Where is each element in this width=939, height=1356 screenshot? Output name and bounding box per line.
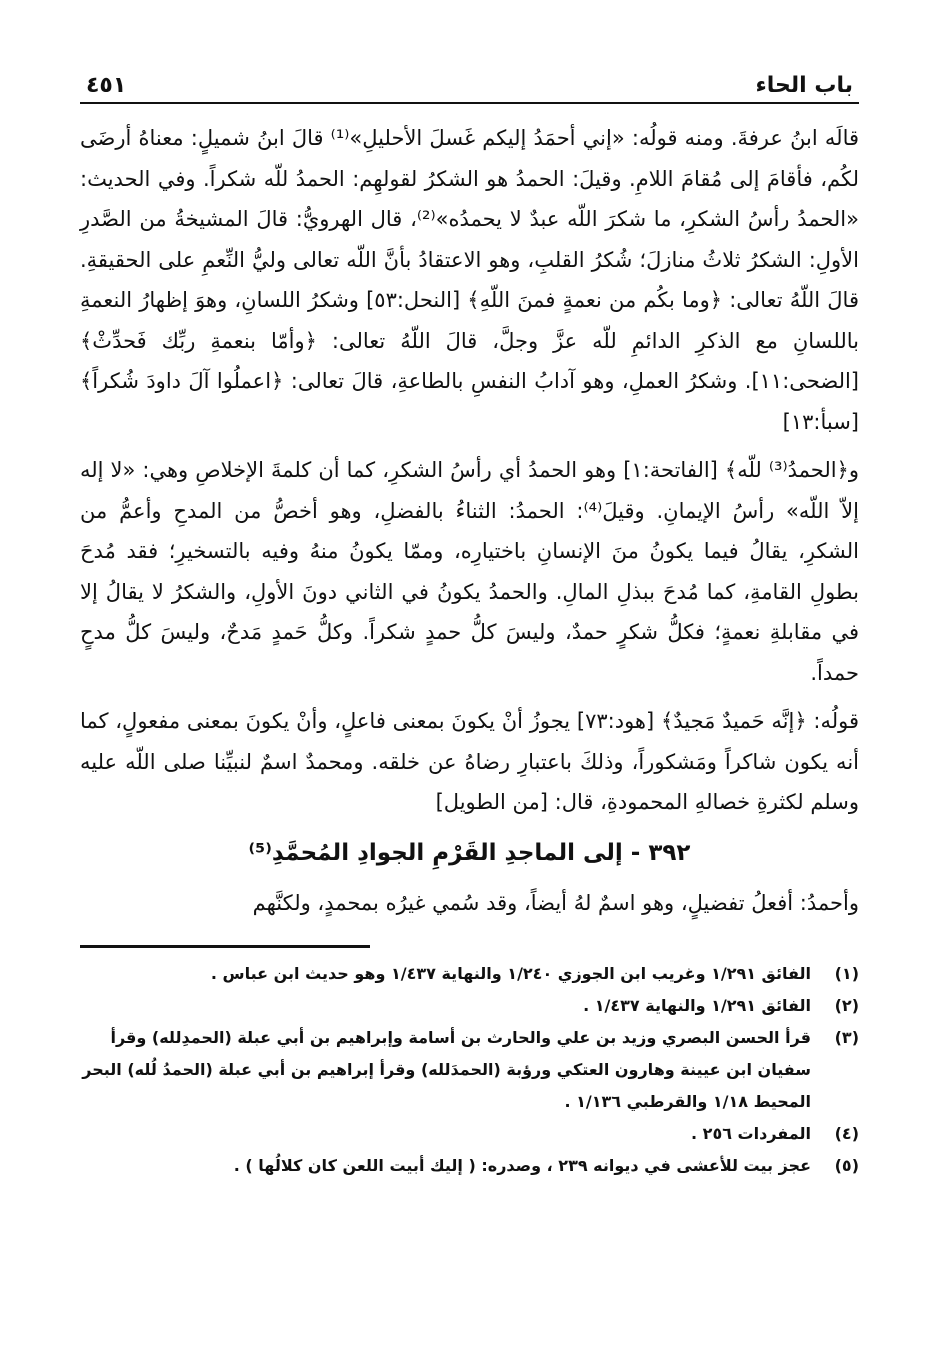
footnote-number: (١): [834, 964, 859, 983]
footnote: [80, 958, 859, 990]
footnote-text: عجز بيت للأعشى في ديوانه ٢٣٩ ، وصدره: ( إليك أبيت اللعن كان كلالُها ) .: [233, 1156, 811, 1175]
page-number: ٤٥١: [86, 73, 127, 98]
paragraph: و﴿الحمدُ⁽³⁾ للّه﴾ [الفاتحة:١] وهو الحمدُ أي رأسُ الشكرِ، كما أن كلمةَ الإخلاصِ وهي: «لا إله إلاّ اللّه» رأسُ الإيمانِ. وقيلَ⁽⁴⁾: الحمدُ: الثناءُ بالفضلِ، وهو أخصُّ من المدحِ وأعمُّ من الشكرِ، يقالُ فيما يكونُ منَ الإنسانِ باختيارِه، وممّا يكونُ منهُ وفيه بالتسخيرِ؛ فقد مُدحَ بطولِ القامةِ، كما مُدحَ ببذلِ المالِ. والحمدُ يكونُ في الثاني دونَ الأولِ، والشكرُ لا يقالُ إلا في مقابلةِ نعمةٍ؛ فكلُّ شكرٍ حمدٌ، وليسَ كلُّ حمدٍ شكراً. وكلُّ حَمدٍ مَدحٌ، وليسَ كلُّ مدحٍ حمداً.: [80, 458, 859, 685]
footnote-text: الفائق ١/٢٩١ وغريب ابن الجوزي ١/٢٤٠ والنهاية ١/٤٣٧ وهو حديث ابن عباس .: [210, 964, 811, 983]
footnote: [80, 990, 859, 1022]
footnote: [80, 1118, 859, 1150]
footnote: [80, 1022, 859, 1118]
footnote: [80, 1150, 859, 1182]
footnote-text: الفائق ١/٢٩١ والنهاية ١/٤٣٧ .: [583, 996, 811, 1015]
paragraph: وأحمدُ: أفعلُ تفضيلٍ، وهو اسمٌ لهُ أيضاً، وقد سُمي غيرُه بمحمدٍ، ولكنَّهم: [252, 890, 859, 915]
footnote-separator-wrap: [80, 945, 859, 948]
footnote-number: (٥): [834, 1156, 859, 1175]
footnote-number: (٤): [834, 1124, 859, 1143]
footnote-number: (٢): [834, 996, 859, 1015]
footnotes: [80, 958, 859, 1182]
footnote-separator: [80, 945, 370, 948]
main-text: [80, 118, 859, 923]
chapter-title: باب الحاء: [755, 73, 853, 98]
page-header: [80, 58, 859, 104]
footnote-text: قرأ الحسن البصري وزيد بن علي والحارث بن أسامة وإبراهيم بن أبي عبلة (الحمدِلله) وقرأ سفيان ابن عيينة وهارون العتكي ورؤبة (الحمدَلله) وقرأ إبراهيم بن أبي عبلة (الحمدُ لُله) البحر المحيط ١/١٨ والقرطبي ١/١٣٦ .: [82, 1028, 811, 1111]
footnote-number: (٣): [834, 1028, 859, 1047]
paragraph: قولُه: ﴿إنَّه حَميدٌ مَجيدٌ﴾ [هود:٧٣] يجوزُ أنْ يكونَ بمعنى فاعلٍ، وأنْ يكونَ بمعنى مفعولٍ، كما أنه يكون شاكراً ومَشكوراً، وذلكَ باعتبارِ رضاهُ عن خلقه. ومحمدٌ اسمٌ لنبيِّنا صلى اللّه عليه وسلم لكثرةِ خصالهِ المحمودةِ، قال: [من الطويل]: [80, 709, 859, 814]
footnote-text: المفردات ٢٥٦ .: [691, 1124, 811, 1143]
poetry-verse: ٣٩٢ - إلى الماجدِ القَرْمِ الجوادِ المُحمَّدِ⁽⁵⁾: [248, 839, 691, 866]
paragraph: قالَه ابنُ عرفةَ. ومنه قولُه: «إني أحمَدُ إليكم غَسلَ الأحليلِ»⁽¹⁾ قالَ ابنُ شميلٍ: معناهُ أرضَى لكُم، فأقامَ إلى مُقامَ اللامِ. وقيلَ: الحمدُ هو الشكرُ لقولهِم: الحمدُ للّه شكراً. وفي الحديث: «الحمدُ رأسُ الشكرِ، ما شكرَ اللّه عبدٌ لا يحمدُه»⁽²⁾، قال الهرويُّ: قالَ المشيخةُ من الصَّدرِ الأولِ: الشكرُ ثلاثُ منازلَ؛ شُكرُ القلبِ، وهو الاعتقادُ بأنَّ اللّه تعالى وليُّ النِّعمِ على الحقيقةِ. قالَ اللّهُ تعالى: ﴿وما بكُم من نعمةٍ فمنَ اللّهِ﴾ [النحل:٥٣] وشكرُ اللسانِ، وهوَ إظهارُ النعمةِ باللسانِ مع الذكرِ الدائمِ للّه عزَّ وجلَّ، قالَ اللّهُ تعالى: ﴿وأمّا بنعمةِ ربِّك فَحدِّثْ﴾ [الضحى:١١]. وشكرُ العملِ، وهو آدابُ النفسِ بالطاعةِ، قالَ تعالى: ﴿اعملُوا آلَ داودَ شُكراً﴾ [سبأ:١٣]: [80, 126, 860, 434]
